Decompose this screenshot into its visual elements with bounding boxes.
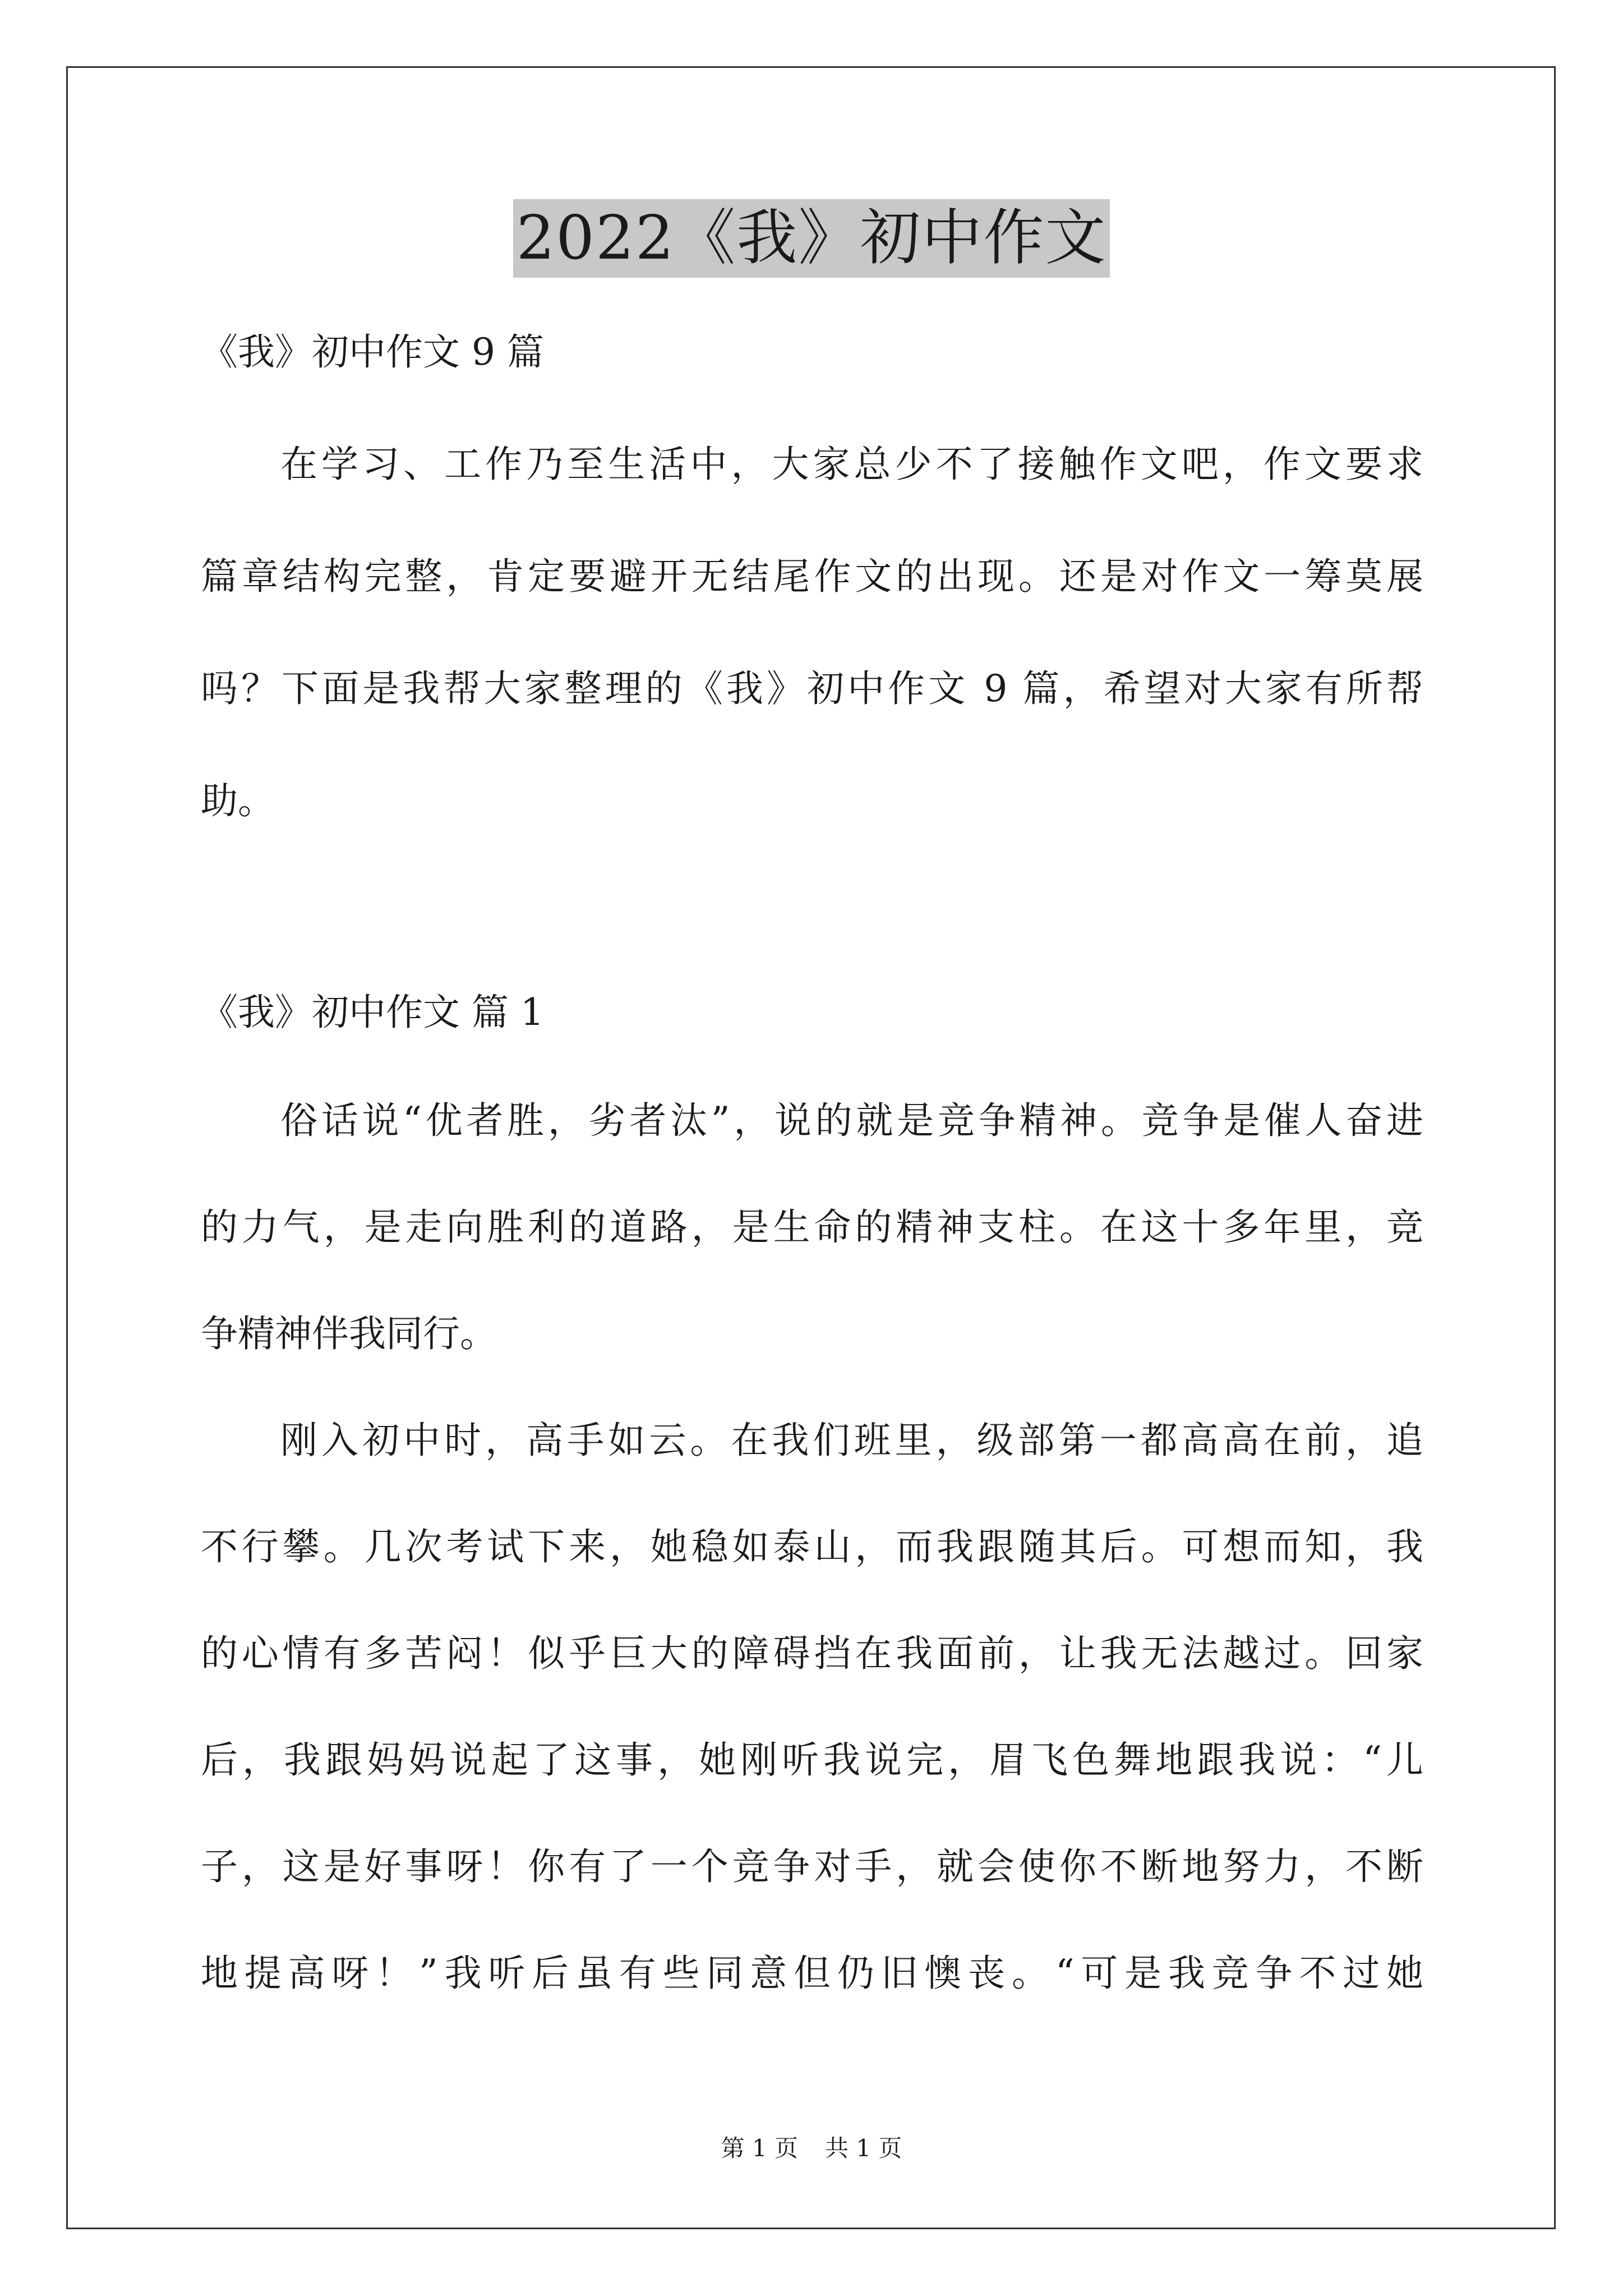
para1-line-1: 俗话说“优者胜，劣者汰”，说的就是竞争精神。竞争是催人奋进 [280,1099,1423,1142]
para2-line-5: 子，这是好事呀！你有了一个竞争对手，就会使你不断地努力，不断 [201,1845,1423,1888]
page-number-current: 第 1 页 [721,2134,798,2162]
intro-line-3: 吗？下面是我帮大家整理的《我》初中作文 9 篇，希望对大家有所帮 [201,667,1423,710]
para2-line-4: 后，我跟妈妈说起了这事，她刚听我说完，眉飞色舞地跟我说：“儿 [201,1738,1423,1782]
document-title: 2022《我》初中作文 [513,199,1110,278]
section-heading: 《我》初中作文 篇 1 [201,991,544,1034]
para2-line-3: 的心情有多苦闷！似乎巨大的障碍挡在我面前，让我无法越过。回家 [201,1632,1423,1675]
para2-line-2: 不行攀。几次考试下来，她稳如泰山，而我跟随其后。可想而知，我 [201,1525,1423,1568]
title-container [0,199,1623,278]
page-number-total: 共 1 页 [825,2134,902,2162]
para1-line-2: 的力气，是走向胜利的道路，是生命的精神支柱。在这十多年里，竞 [201,1205,1423,1249]
document-subtitle: 《我》初中作文 9 篇 [201,330,544,374]
intro-line-2: 篇章结构完整，肯定要避开无结尾作文的出现。还是对作文一筹莫展 [201,555,1423,598]
para1-line-3: 争精神伴我同行。 [201,1312,497,1355]
page-footer [0,2132,1623,2165]
intro-line-1: 在学习、工作乃至生活中，大家总少不了接触作文吧，作文要求 [280,443,1423,486]
para2-line-6: 地提高呀！”我听后虽有些同意但仍旧懊丧。“可是我竞争不过她 [201,1952,1423,1995]
intro-line-4: 助。 [201,779,275,822]
para2-line-1: 刚入初中时，高手如云。在我们班里，级部第一都高高在前，追 [280,1419,1423,1462]
